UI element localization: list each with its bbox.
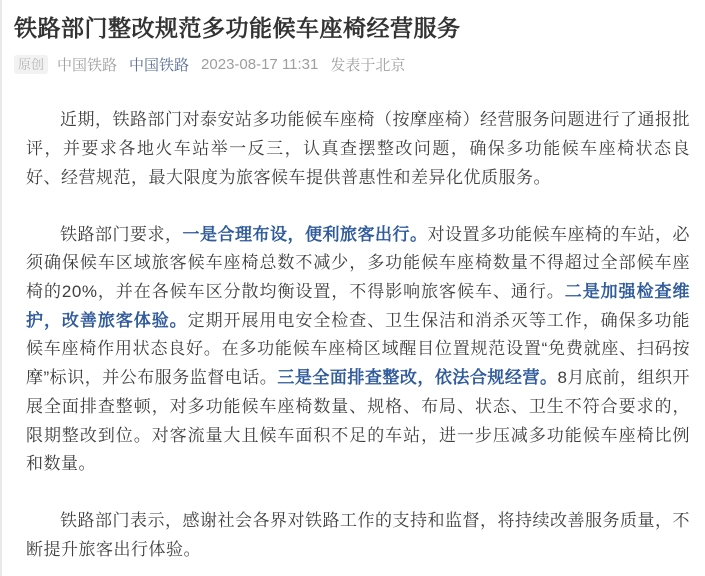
body-text: 近期，铁路部门对泰安站多功能候车座椅（按摩座椅）经营服务问题进行了通报批评，并要求各地火车站举一反三，认真查摆整改问题，确保多功能候车座椅状态良好、经营规范，最大限度为旅客候车提供普惠性和差异化优质服务。 (26, 110, 690, 187)
article-paragraph (26, 507, 690, 564)
body-text: 对设置多功能候车座椅的车站，必须确保候车区域旅客候车座椅总数不减少，多功能候车座椅数量不得超过全部候车座椅的20%，并在各候车区分散均衡设置，不得影响旅客候车、通行。 (26, 224, 690, 301)
body-text: 8月底前，组织开展全面排查整顿，对多功能候车座椅数量、规格、布局、状态、卫生不符合要求的，限期整改到位。对客流量大且候车面积不足的车站，进一步压减多功能候车座椅比例和数量。 (26, 368, 690, 474)
emphasis-text: 一是合理布设，便利旅客出行。 (182, 224, 428, 244)
publish-location: 发表于北京 (330, 57, 406, 75)
emphasis-text: 三是全面排查整改，依法合规经营。 (277, 368, 558, 388)
body-text: 铁路部门要求， (60, 224, 183, 244)
article-title: 铁路部门整改规范多功能候车座椅经营服务 (14, 15, 461, 41)
publish-timestamp: 2023-08-17 11:31 (201, 56, 319, 74)
emphasis-text: 二是加强检查维护，改善旅客体验。 (26, 281, 691, 330)
account-name-link[interactable]: 中国铁路 (129, 57, 190, 75)
body-text: 定期开展用电安全检查、卫生保洁和消杀灭等工作，确保多功能候车座椅作用状态良好。在多功能候车座椅区域醒目位置规范设置“免费就座、扫码按摩”标识，并公布服务监督电话。 (26, 310, 690, 388)
article-meta (14, 54, 690, 75)
body-text: 铁路部门表示，感谢社会各界对铁路工作的支持和监督，将持续改善服务质量，不断提升旅客出行体验。 (26, 510, 690, 559)
original-badge: 原创 (14, 55, 48, 74)
article-body (26, 106, 690, 564)
article-paragraph (26, 106, 690, 192)
author-name: 中国铁路 (57, 57, 118, 75)
page-edge-line (0, 0, 2, 576)
article-paragraph (26, 221, 690, 479)
